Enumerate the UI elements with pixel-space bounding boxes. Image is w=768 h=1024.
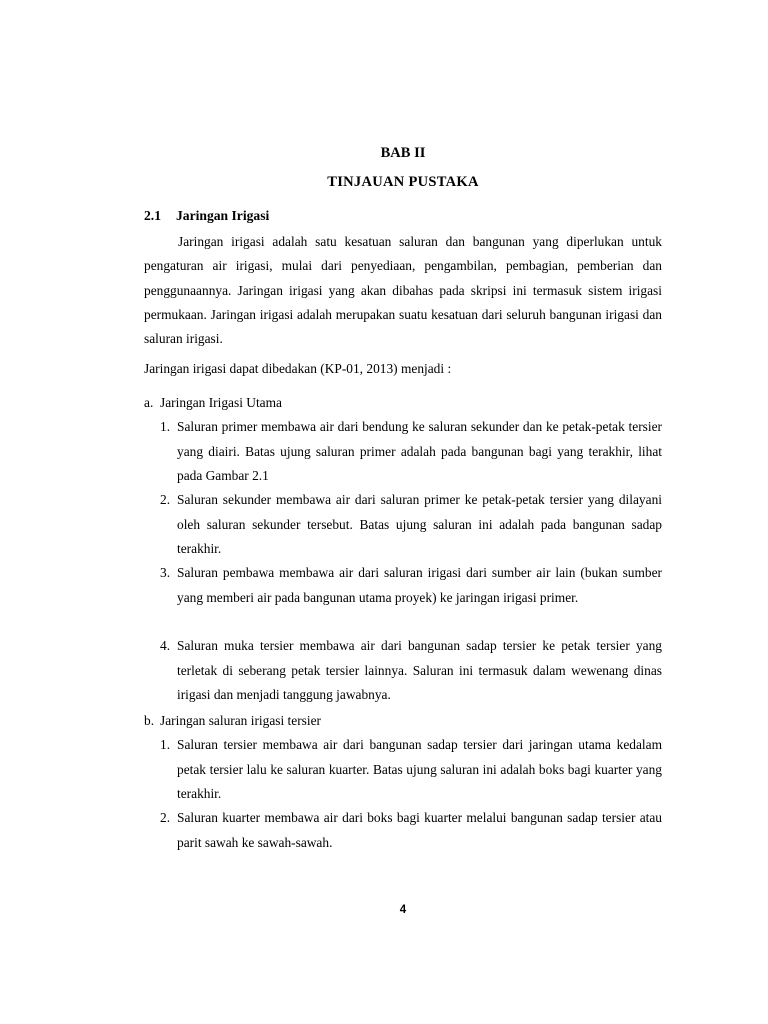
list-marker: b. bbox=[144, 713, 155, 728]
list-heading-text: Jaringan saluran irigasi tersier bbox=[160, 713, 322, 728]
list-item-number: 2. bbox=[160, 492, 171, 507]
section-heading bbox=[144, 208, 269, 224]
list-item-number: 1. bbox=[160, 419, 171, 434]
list-item bbox=[160, 488, 662, 562]
chapter-title: TINJAUAN PUSTAKA bbox=[327, 174, 479, 190]
list-heading-text: Jaringan Irigasi Utama bbox=[160, 395, 282, 410]
list-item-text: Saluran sekunder membawa air dari saluran primer ke petak-petak tersier yang dilayani oleh saluran sekunder tersebut. Batas ujung saluran ini adalah pada bangunan sadap terakhir. bbox=[177, 492, 662, 556]
list-item-number: 3. bbox=[160, 565, 171, 580]
list-item-text: Saluran pembawa membawa air dari saluran irigasi dari sumber air lain (bukan sumber yang memberi air pada bangunan utama proyek) ke jaringan irigasi primer. bbox=[177, 565, 662, 605]
list-item bbox=[160, 634, 662, 708]
list-item bbox=[160, 415, 662, 489]
section-number: 2.1 bbox=[144, 208, 161, 223]
list-marker: a. bbox=[144, 395, 154, 410]
list-item bbox=[160, 561, 662, 610]
list-item bbox=[160, 733, 662, 807]
section-title: Jaringan Irigasi bbox=[176, 208, 270, 223]
list-item-text: Saluran tersier membawa air dari bangunan sadap tersier dari jaringan utama kedalam petak tersier lalu ke saluran kuarter. Batas ujung saluran ini adalah boks bagi kuarter yang terakhir. bbox=[177, 737, 662, 801]
page-number: 4 bbox=[399, 904, 407, 916]
list-heading-a bbox=[144, 391, 662, 416]
list-item-number: 2. bbox=[160, 810, 171, 825]
classification-paragraph: Jaringan irigasi dapat dibedakan (KP-01, 2013) menjadi : bbox=[144, 361, 452, 376]
intro-paragraph: Jaringan irigasi adalah satu kesatuan saluran dan bangunan yang diperlukan untuk pengaturan air irigasi, mulai dari penyediaan, pengambilan, pembagian, pemberian dan penggunaannya. Jaringan irigasi yang akan dibahas pada skripsi ini termasuk sistem irigasi permukaan. Jaringan irigasi adalah merupakan suatu kesatuan dari seluruh bangunan irigasi dan saluran irigasi. bbox=[144, 234, 662, 347]
chapter-number: BAB II bbox=[380, 145, 426, 161]
list-item-text: Saluran kuarter membawa air dari boks bagi kuarter melalui bangunan sadap tersier atau parit sawah ke sawah-sawah. bbox=[177, 810, 662, 850]
list-item-text: Saluran primer membawa air dari bendung ke saluran sekunder dan ke petak-petak tersier yang diairi. Batas ujung saluran primer adalah pada bangunan bagi yang terakhir, lihat pada Gambar 2.1 bbox=[177, 419, 662, 483]
list-item-number: 1. bbox=[160, 737, 171, 752]
list-heading-b bbox=[144, 709, 662, 734]
list-item-number: 4. bbox=[160, 638, 171, 653]
list-item bbox=[160, 806, 662, 855]
list-item-text: Saluran muka tersier membawa air dari bangunan sadap tersier ke petak tersier yang terletak di seberang petak tersier lainnya. Saluran ini termasuk dalam wewenang dinas irigasi dan menjadi tanggung jawabnya. bbox=[177, 638, 662, 702]
